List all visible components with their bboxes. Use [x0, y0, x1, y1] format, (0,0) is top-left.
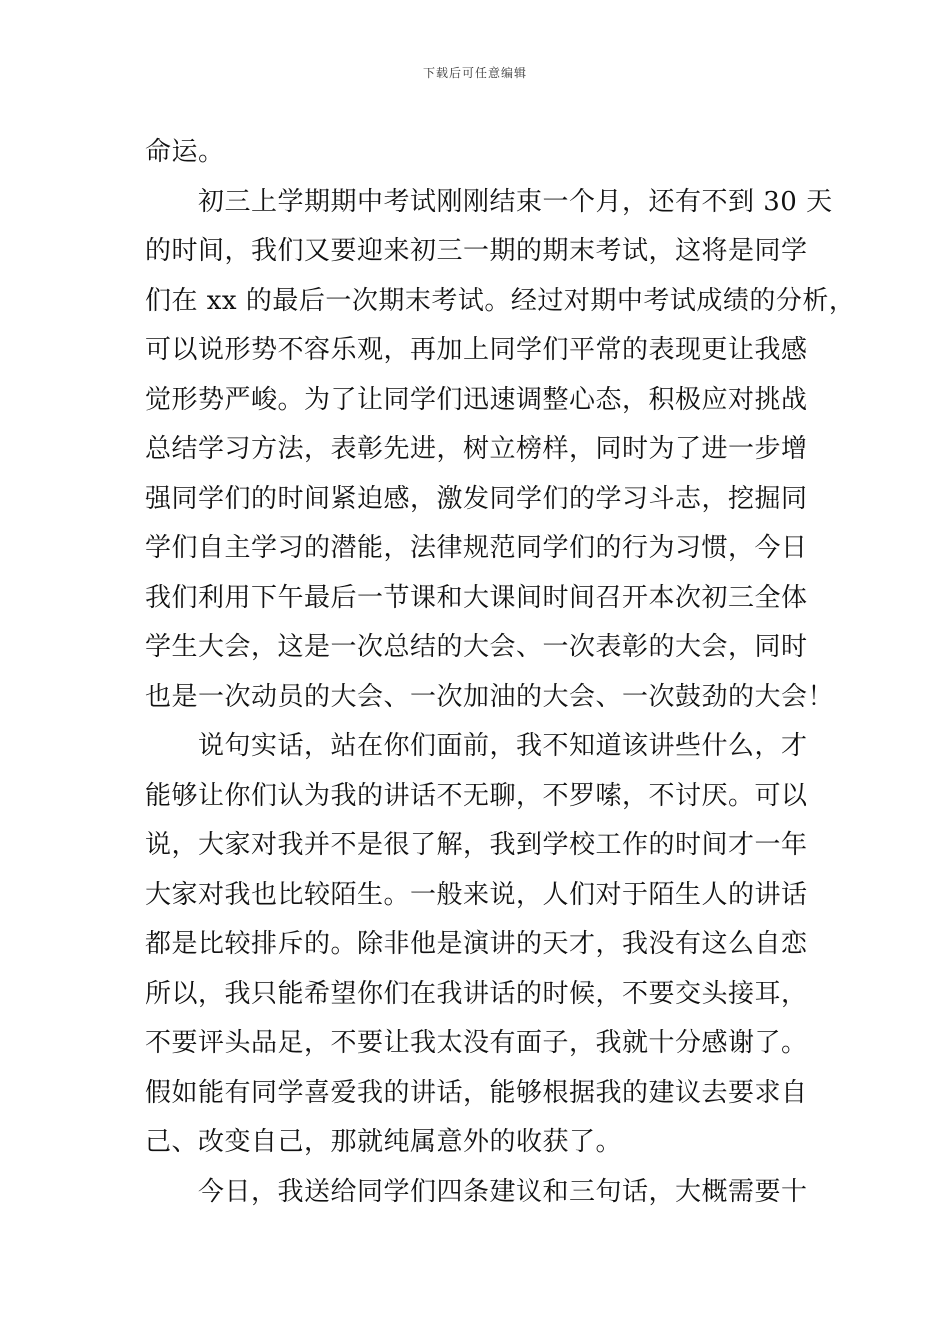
- text-line: 总结学习方法，表彰先进，树立榜样，同时为了进一步增: [145, 434, 808, 464]
- text-line: 我们利用下午最后一节课和大课间时间召开本次初三全体: [145, 582, 808, 613]
- body-text: [145, 128, 856, 1217]
- text-line: 也是一次动员的大会、一次加油的大会、一次鼓劲的大会！: [145, 681, 835, 712]
- page-header: 下载后可任意编辑: [422, 66, 527, 80]
- text-line: 大家对我也比较陌生。一般来说，人们对于陌生人的讲话: [145, 879, 808, 910]
- text-line: 初三上学期期中考试刚刚结束一个月，还有不到 30 天: [145, 186, 833, 217]
- text-line: 们在 xx 的最后一次期末考试。经过对期中考试成绩的分析，: [145, 285, 856, 316]
- text-line: 命运。: [145, 137, 225, 167]
- text-line: 今日，我送给同学们四条建议和三句话，大概需要十: [145, 1176, 808, 1207]
- text-line: 能够让你们认为我的讲话不无聊，不罗嗦，不讨厌。可以: [145, 780, 808, 811]
- text-line: 学生大会，这是一次总结的大会、一次表彰的大会，同时: [145, 632, 808, 662]
- text-line: 不要评头品足，不要让我太没有面子，我就十分感谢了。: [145, 1028, 808, 1058]
- text-line: 说，大家对我并不是很了解，我到学校工作的时间才一年: [145, 830, 808, 860]
- text-line: 说句实话，站在你们面前，我不知道该讲些什么，才: [145, 731, 808, 761]
- text-line: 可以说形势不容乐观，再加上同学们平常的表现更让我感: [145, 335, 808, 365]
- text-line: 都是比较排斥的。除非他是演讲的天才，我没有这么自恋: [145, 929, 808, 959]
- text-line: 强同学们的时间紧迫感，激发同学们的学习斗志，挖掘同: [145, 483, 808, 514]
- text-line: 假如能有同学喜爱我的讲话，能够根据我的建议去要求自: [145, 1077, 808, 1108]
- text-line: 所以，我只能希望你们在我讲话的时候，不要交头接耳，: [145, 978, 808, 1009]
- text-line: 学们自主学习的潜能，法律规范同学们的行为习惯，今日: [145, 533, 808, 563]
- text-line: 的时间，我们又要迎来初三一期的期末考试，这将是同学: [145, 236, 808, 266]
- text-line: 己、改变自己，那就纯属意外的收获了。: [145, 1127, 623, 1157]
- text-line: 觉形势严峻。为了让同学们迅速调整心态，积极应对挑战: [145, 384, 808, 415]
